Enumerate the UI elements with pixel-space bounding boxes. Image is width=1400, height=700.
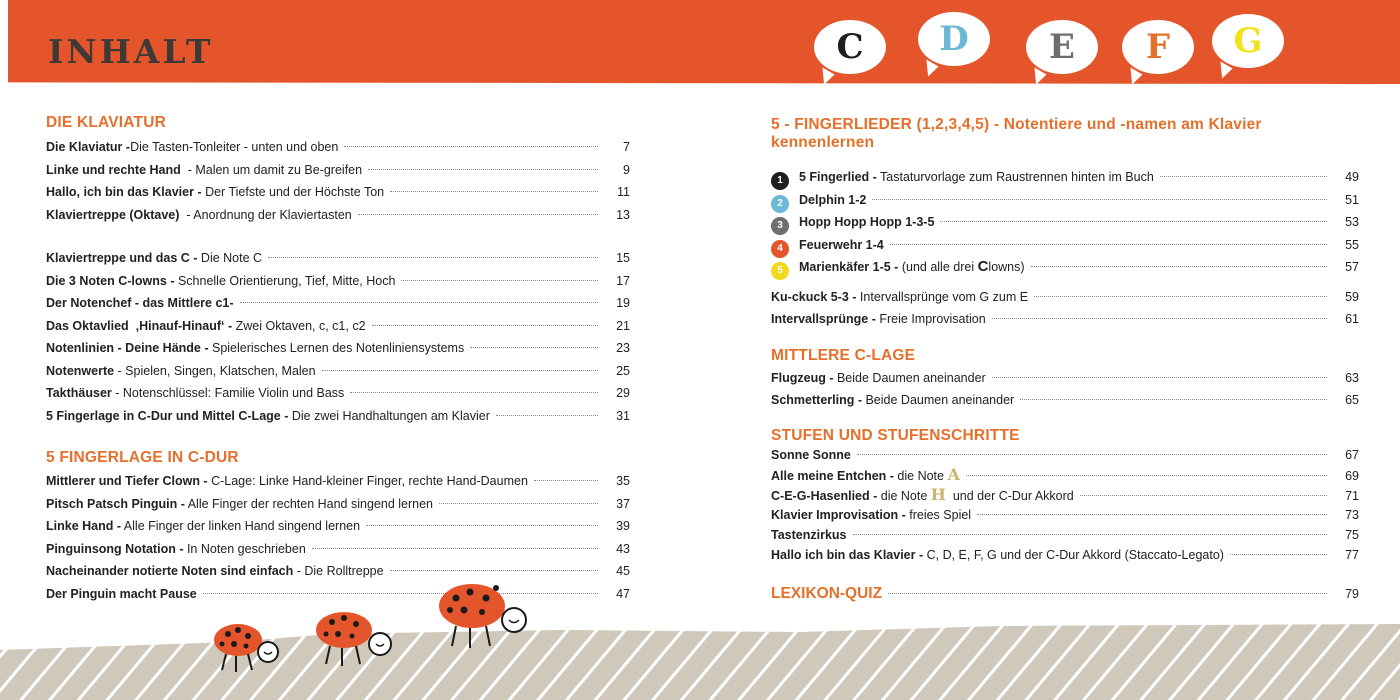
entry-desc: Beide Daumen aneinander [833, 370, 986, 385]
page-number: 49 [1345, 170, 1359, 184]
leader-dots [366, 525, 598, 526]
toc-entry[interactable] [46, 204, 630, 227]
entry-desc: freies Spiel [905, 507, 972, 522]
toc-entry[interactable] [771, 211, 1359, 234]
entry-desc: Intervallsprünge vom G zum E [856, 289, 1029, 304]
entry-title: 5 Fingerlage in C-Dur und Mittel C-Lage - [46, 408, 289, 423]
leader-dots [350, 392, 598, 393]
entry-desc: Tastaturvorlage zum Raustrennen hinten im Buch [876, 170, 1154, 184]
entry-desc: Schnelle Orientierung, Tief, Mitte, Hoch [174, 273, 396, 288]
entry-title: Delphin 1-2 [799, 192, 867, 207]
toc-entry[interactable] [46, 405, 630, 428]
page-number: 75 [1345, 527, 1359, 542]
toc-entry[interactable] [46, 538, 630, 561]
toc-right-column [771, 116, 1359, 607]
leader-dots [1080, 495, 1327, 496]
toc-entry[interactable] [771, 389, 1359, 412]
entry-desc: - Spielen, Singen, Klatschen, Malen [114, 363, 316, 378]
leader-dots [1160, 176, 1327, 177]
toc-entry[interactable] [771, 256, 1359, 279]
leader-dots [439, 503, 598, 504]
entry-title: Klavier Improvisation - [771, 507, 906, 522]
entry-desc: Die Note C [197, 251, 263, 265]
toc-entry[interactable] [771, 308, 1359, 331]
toc-group [771, 367, 1359, 412]
leader-dots [390, 191, 598, 192]
bubble-letter: G [1233, 21, 1263, 61]
number-badge: 3 [771, 217, 789, 235]
entry-desc: C, D, E, F, G und der C-Dur Akkord (Staccato-Legato) [923, 547, 1224, 562]
page-number: 57 [1345, 260, 1359, 274]
page-number: 45 [616, 564, 630, 578]
bubble-letter: D [939, 19, 969, 59]
leader-dots [534, 480, 598, 481]
page-number: 25 [616, 363, 630, 378]
page-number: 9 [623, 162, 630, 177]
page-number: 55 [1345, 237, 1359, 252]
page-number: 17 [616, 273, 630, 288]
toc-entry[interactable] [46, 382, 630, 405]
page-number: 53 [1345, 215, 1359, 229]
page-number: 43 [616, 541, 630, 556]
note-h-letter: H [930, 484, 946, 504]
leader-dots [496, 415, 598, 416]
leader-dots [344, 146, 598, 147]
page-number: 51 [1345, 192, 1359, 207]
entry-title: Feuerwehr 1-4 [799, 237, 884, 252]
entry-title: Mittlerer und Tiefer Clown - [46, 474, 208, 488]
toc-group [771, 445, 1359, 565]
section-heading: STUFEN UND STUFENSCHRITTE [771, 426, 1020, 444]
toc-entry[interactable] [771, 465, 1359, 485]
entry-title: Marienkäfer 1-5 - [799, 260, 899, 274]
section-heading: MITTLERE C-LAGE [771, 346, 916, 364]
entry-desc: Beide Daumen aneinander [862, 393, 1015, 407]
page-number: 35 [616, 474, 630, 488]
leader-dots [401, 280, 598, 281]
entry-desc: - Notenschlüssel: Familie Violin und Bass [111, 386, 345, 400]
entry-title: Nacheinander notierte Noten sind einfach [46, 564, 294, 578]
toc-group [46, 136, 630, 226]
leader-dots [312, 548, 598, 549]
toc-entry[interactable] [46, 470, 630, 493]
entry-title: Alle meine Entchen - [771, 468, 894, 483]
leader-dots [853, 534, 1328, 535]
leader-dots [322, 370, 598, 371]
entry-desc: C-Lage: Linke Hand-kleiner Finger, rechte Hand-Daumen [207, 474, 528, 488]
letter-bubble-d [918, 12, 990, 66]
entry-title: Takthäuser [46, 386, 112, 400]
page-number: 61 [1345, 312, 1359, 326]
page-number: 15 [616, 251, 630, 265]
entry-desc: Alle Finger der linken Hand singend lernen [121, 519, 361, 533]
page-number: 79 [1345, 586, 1359, 601]
toc-entry[interactable] [771, 286, 1359, 309]
toc-entry[interactable] [771, 189, 1359, 212]
entry-title: Linke und rechte Hand [46, 162, 181, 177]
entry-title: Klaviertreppe und das C - [46, 251, 198, 265]
toc-entry[interactable] [46, 136, 630, 159]
leader-dots [940, 221, 1327, 222]
toc-entry-lexikon[interactable] [771, 581, 1359, 607]
page-number: 21 [616, 318, 630, 333]
entry-title: Klaviertreppe (Oktave) [46, 207, 180, 222]
entry-title: Tastenzirkus [771, 527, 847, 542]
entry-desc: In Noten geschrieben [183, 541, 306, 556]
toc-entry[interactable] [46, 292, 630, 315]
section-heading: DIE KLAVIATUR [46, 114, 166, 131]
toc-entry[interactable] [46, 270, 630, 293]
lexikon-heading: LEXIKON-QUIZ [771, 584, 883, 602]
entry-desc: - Die Rolltreppe [293, 564, 384, 578]
leader-dots [470, 347, 598, 348]
entry-title: Flugzeug - [771, 370, 834, 385]
bubble-letter: C [836, 27, 864, 67]
bubble-letter: E [1049, 27, 1075, 67]
toc-group [46, 470, 630, 605]
leader-dots [890, 244, 1327, 245]
toc-entry[interactable] [771, 545, 1359, 565]
entry-desc: Spielerisches Lernen des Notenliniensystems [208, 341, 465, 355]
leader-dots [240, 302, 598, 303]
leader-dots [1034, 296, 1327, 297]
ladybug-icon [432, 580, 532, 652]
page-number: 7 [623, 140, 630, 154]
leader-dots [372, 325, 598, 326]
toc-entry[interactable] [46, 247, 630, 270]
entry-desc: Die zwei Handhaltungen am Klavier [288, 408, 490, 423]
page-number: 77 [1345, 547, 1359, 562]
entry-desc: (und alle drei [898, 260, 978, 274]
section-heading: 5 - FINGERLIEDER (1,2,3,4,5) - Notentiere und -namen am Klavier kennenlernen [771, 116, 1262, 151]
entry-desc: und der C-Dur Akkord [945, 488, 1074, 503]
leader-dots [358, 214, 598, 215]
entry-desc: Die Tasten-Tonleiter - unten und oben [130, 140, 339, 154]
leader-dots [203, 593, 598, 594]
ladybug-icon [310, 606, 396, 670]
entry-title: Der Pinguin macht Pause [46, 586, 197, 601]
entry-desc: Der Tiefste und der Höchste Ton [201, 185, 385, 199]
toc-entry[interactable] [46, 159, 630, 182]
letter-bubble-f [1122, 20, 1194, 74]
page-number: 69 [1345, 468, 1359, 483]
entry-title: Hopp Hopp Hopp 1-3-5 [799, 215, 935, 229]
number-badge: 1 [771, 172, 789, 190]
page-number: 37 [616, 496, 630, 511]
page-number: 71 [1345, 488, 1359, 503]
leader-dots [872, 199, 1327, 200]
entry-desc: Zwei Oktaven, c, c1, c2 [232, 318, 366, 333]
toc-entry[interactable] [771, 525, 1359, 545]
entry-title: Schmetterling - [771, 393, 862, 407]
number-badge: 2 [771, 195, 789, 213]
entry-title: Das Oktavlied ‚Hinauf-Hinauf‘ - [46, 318, 233, 333]
toc-group [771, 166, 1359, 279]
page-number: 73 [1345, 507, 1359, 522]
toc-entry[interactable] [771, 367, 1359, 390]
entry-desc: lowns) [988, 260, 1025, 274]
entry-desc: Freie Improvisation [875, 312, 986, 326]
toc-entry[interactable] [46, 493, 630, 516]
entry-title: Notenwerte [46, 363, 115, 378]
letter-bubble-e [1026, 20, 1098, 74]
section-heading: 5 FINGERLAGE IN C-DUR [46, 449, 239, 466]
letter-bubble-g [1212, 14, 1284, 68]
entry-title: Pitsch Patsch Pinguin - [46, 496, 185, 511]
page-number: 31 [616, 408, 630, 423]
page-number: 11 [617, 185, 630, 199]
entry-title: Hallo ich bin das Klavier - [771, 547, 924, 562]
page-number: 19 [616, 296, 630, 310]
page-number: 29 [616, 386, 630, 400]
leader-dots [1020, 399, 1327, 400]
toc-entry[interactable] [46, 181, 630, 204]
page-number: 13 [616, 207, 630, 222]
page-number: 47 [616, 586, 630, 601]
leader-dots [857, 454, 1327, 455]
toc-entry[interactable] [771, 485, 1359, 505]
leader-dots [966, 475, 1327, 476]
entry-title: Sonne Sonne [771, 447, 851, 462]
toc-group [46, 247, 630, 427]
entry-title: Pinguinsong Notation - [46, 541, 184, 556]
page-title: INHALT [48, 32, 214, 71]
toc-entry[interactable] [46, 337, 630, 360]
leader-dots [390, 570, 598, 571]
number-badge: 4 [771, 240, 789, 258]
note-a-letter: A [947, 464, 960, 484]
page-number: 59 [1345, 289, 1359, 304]
toc-entry[interactable] [771, 166, 1359, 189]
toc-entry[interactable] [771, 445, 1359, 465]
entry-title: Die 3 Noten C-lowns - [46, 273, 175, 288]
entry-title: Linke Hand - [46, 519, 122, 533]
entry-desc: - Anordnung der Klaviertasten [179, 207, 352, 222]
leader-dots [888, 593, 1327, 594]
toc-entry[interactable] [46, 583, 630, 606]
bubble-letter: F [1145, 27, 1171, 67]
leader-dots [1031, 266, 1327, 267]
entry-title: Intervallsprünge - [771, 312, 876, 326]
toc-entry[interactable] [46, 315, 630, 338]
leader-dots [368, 169, 598, 170]
entry-title: Notenlinien - Deine Hände - [46, 341, 209, 355]
entry-title: Der Notenchef - das Mittlere c1- [46, 296, 234, 310]
leader-dots [268, 257, 598, 258]
entry-desc: - Malen um damit zu Be-greifen [180, 162, 363, 177]
entry-title: Die Klaviatur - [46, 140, 131, 154]
entry-title: Ku-ckuck 5-3 - [771, 289, 857, 304]
page-number: 63 [1345, 370, 1359, 385]
letter-bubble-c [814, 20, 886, 74]
toc-group [771, 286, 1359, 331]
toc-entry[interactable] [771, 505, 1359, 525]
page-number: 65 [1345, 393, 1359, 407]
page-number: 67 [1345, 447, 1359, 462]
entry-title: 5 Fingerlied - [799, 170, 877, 184]
toc-entry[interactable] [46, 560, 630, 583]
entry-title: Hallo, ich bin das Klavier - [46, 185, 202, 199]
leader-dots [1230, 554, 1327, 555]
entry-desc: Alle Finger der rechten Hand singend lernen [184, 496, 433, 511]
toc-entry[interactable] [771, 234, 1359, 257]
toc-left-column [46, 114, 630, 605]
page-number: 23 [616, 341, 630, 355]
entry-title: C-E-G-Hasenlied - [771, 488, 878, 503]
toc-entry[interactable] [46, 360, 630, 383]
toc-entry[interactable] [46, 515, 630, 538]
clown-c-letter: C [977, 258, 989, 275]
leader-dots [992, 318, 1327, 319]
entry-desc: die Note [893, 468, 948, 483]
ladybug-icon [208, 618, 284, 678]
leader-dots [977, 514, 1327, 515]
number-badge: 5 [771, 262, 789, 280]
leader-dots [992, 377, 1327, 378]
entry-desc: die Note [877, 488, 931, 503]
page-number: 39 [616, 519, 630, 533]
